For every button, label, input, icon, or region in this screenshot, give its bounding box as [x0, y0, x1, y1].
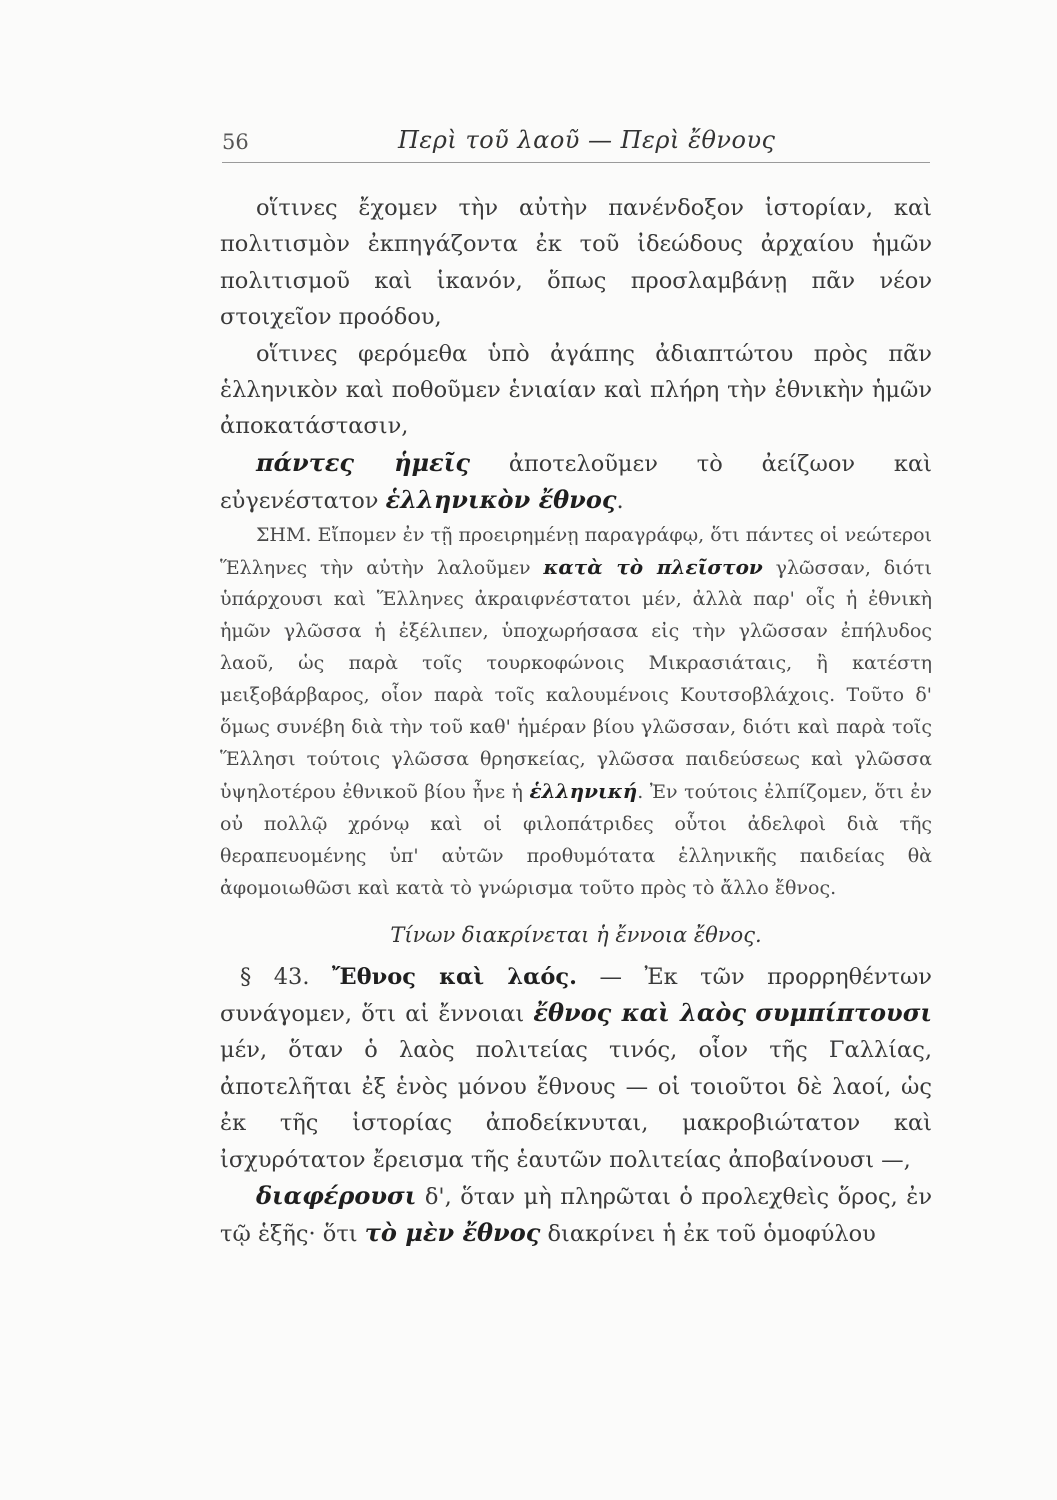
section-text-1: Ἐκ τῶν προρρηθέντων συνάγομεν, ὅτι αἱ ἔννοιαι	[220, 963, 932, 1027]
emphasis-differ: διαφέρουσι	[256, 1180, 417, 1210]
emphasis-all-of-us: πάντες ἡμεῖς	[256, 447, 470, 477]
section-subheading: Τίνων διακρίνεται ἡ ἔννοια ἔθνος.	[390, 922, 762, 947]
section-text-2: μέν, ὅταν ὁ λαὸς πολιτείας τινός, οἷον τῆς Γαλλίας, ἀποτελῆται ἐξ ἑνὸς μόνου ἔθνους — οἱ τοιοῦτοι δὲ λαοί, ὡς ἐκ τῆς ἱστορίας ἀποδείκνυται, μακροβιώτατον καὶ ἰσχυρότατον ἔρεισμα τῆς ἑαυτῶν πολιτείας ἀποβαίνουσι —,	[220, 1037, 932, 1173]
note-text-2: γλῶσσαν, διότι ὑπάρχουσι καὶ Ἕλληνες ἀκραιφνέστατοι μέν, ἀλλὰ παρ' οἷς ἡ ἐθνικὴ ἡμῶν γλῶσσα ἡ ἐξέλιπεν, ὑποχωρήσασα εἰς τὴν γλῶσσαν ἐπήλυδος λαοῦ, ὡς παρὰ τοῖς τουρκοφώνοις Μικρασιάταις, ἢ κατέστη μειξοβάρβαρος, οἷον παρὰ τοῖς καλουμένοις Κουτσοβλάχοις. Τοῦτο δ' ὅμως συνέβη διὰ τὴν τοῦ καθ' ἡμέραν βίου γλῶσσαν, διότι καὶ παρὰ τοῖς Ἕλλησι τούτοις γλῶσσα θρησκείας, γλῶσσα παιδεύσεως καὶ γλῶσσα ὑψηλοτέρου ἐθνικοῦ βίου ἦνε ἡ	[220, 556, 932, 803]
note-emphasis-mostly: κατὰ τὸ πλεῖστον	[543, 554, 763, 579]
note-text-1: Εἴπομεν ἐν τῇ προειρημένῃ παραγράφῳ, ὅτι πάντες οἱ νεώτεροι Ἕλληνες τὴν αὐτὴν λαλοῦμεν	[220, 523, 932, 579]
section-space	[746, 1001, 755, 1027]
emphasis-nation-and-people: ἔθνος καὶ λαὸς	[533, 997, 747, 1027]
emphasis-hellenic-nation: ἑλληνικὸν ἔθνος	[385, 485, 617, 515]
paragraph-2: οἵτινες φερόμεθα ὑπὸ ἀγάπης ἀδιαπτώτου πρὸς πᾶν ἑλληνικὸν καὶ ποθοῦμεν ἑνιαίαν καὶ πλήρη τὴν ἐθνικὴν ἡμῶν ἀποκατάστασιν,	[220, 340, 932, 440]
note-paragraph	[220, 520, 932, 905]
paragraph-3-end: .	[616, 488, 624, 515]
emphasis-the-nation: τὸ μὲν ἔθνος	[364, 1218, 541, 1248]
paragraph-3-text: ἀποτελοῦμεν τὸ ἀείζωον καὶ εὐγενέστατον	[220, 450, 932, 515]
note-text-3: . Ἐν τούτοις ἐλπίζομεν, ὅτι ἐν οὐ πολλῷ χρόνῳ καὶ οἱ φιλοπάτριδες οὗτοι ἀδελφοὶ διὰ τῆς θεραπευομένης ὑπ' αὐτῶν προθυμότατα ἑλληνικῆς παιδείας θὰ ἀφομοιωθῶσι καὶ κατὰ τὸ γνώρισμα τοῦτο πρὸς τὸ ἄλλο ἔθνος.	[220, 780, 932, 899]
note-label: ΣΗΜ.	[256, 523, 312, 546]
last-text-2: διακρίνει ἡ ἐκ τοῦ ὁμοφύλου	[540, 1221, 876, 1248]
last-text-1: δ', ὅταν μὴ πληρῶται ὁ προλεχθεὶς ὅρος, ἐν τῷ ἑξῆς· ὅτι	[220, 1183, 932, 1248]
section-43-paragraph	[220, 959, 932, 1178]
paragraph-3	[220, 445, 932, 520]
note-emphasis-hellenic: ἑλληνική	[529, 778, 638, 803]
main-text	[220, 190, 932, 1253]
section-title: Ἔθνος καὶ λαός.	[332, 963, 577, 990]
section-number: § 43.	[240, 963, 310, 990]
last-paragraph	[220, 1178, 932, 1253]
paragraph-1: οἵτινες ἔχομεν τὴν αὐτὴν πανένδοξον ἱστορίαν, καὶ πολιτισμὸν ἐκπηγάζοντα ἐκ τοῦ ἰδεώδους ἀρχαίου ἡμῶν πολιτισμοῦ καὶ ἱκανόν, ὅπως προσλαμβάνῃ πᾶν νέον στοιχεῖον προόδου,	[220, 195, 932, 331]
page-number: 56	[222, 130, 249, 154]
section-dash: —	[576, 963, 645, 990]
emphasis-coincide: συμπίπτουσι	[755, 997, 932, 1027]
page-header	[222, 126, 930, 163]
running-title: Περὶ τοῦ λαοῦ — Περὶ ἔθνους	[398, 126, 776, 154]
